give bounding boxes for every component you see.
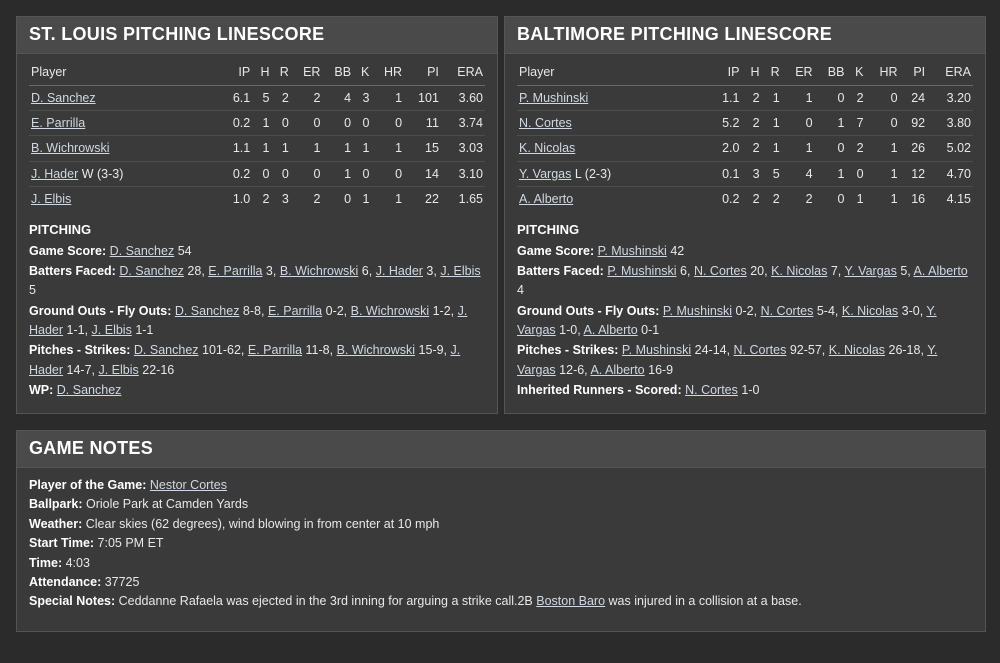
cell-pi: 24 [900,86,928,111]
detail-label: Pitches - Strikes: [29,343,134,358]
cell-bb: 1 [322,136,353,161]
player-link[interactable]: B. Wichrowski [350,303,430,318]
cell-er: 0 [291,111,323,136]
detail-value: 42 [666,243,685,258]
cell-h: 2 [741,111,761,136]
detail-value: 4:03 [65,555,90,570]
cell-player [29,136,221,161]
detail-value: 3, [422,263,441,278]
player-link[interactable]: N. Cortes [733,343,787,358]
cell-pi: 101 [404,86,441,111]
cell-h: 1 [252,111,271,136]
cell-hr: 1 [371,136,404,161]
detail-line [29,381,485,400]
player-link[interactable]: B. Wichrowski [336,343,416,358]
cell-bb: 1 [815,161,847,186]
cell-era: 3.80 [927,111,973,136]
bal-panel-title: BALTIMORE PITCHING LINESCORE [505,17,985,54]
col-ip: IP [221,60,253,86]
table-row [517,161,973,186]
cell-r: 5 [762,161,782,186]
detail-label: Player of the Game: [29,478,150,492]
cell-er: 2 [313,191,321,206]
detail-line [29,495,973,514]
detail-label: Batters Faced: [517,263,608,278]
detail-line [29,242,485,261]
col-r: R [762,60,782,86]
cell-er: 4 [782,161,815,186]
stl-pitching-title: PITCHING [29,221,92,237]
player-link[interactable]: A. Alberto [519,191,574,206]
cell-h: 2 [752,191,760,206]
detail-label: Game Score: [29,243,110,258]
cell-r: 3 [281,191,289,206]
cell-ip: 5.2 [709,111,742,136]
cell-hr: 0 [371,111,404,136]
cell-ip: 6.1 [221,86,253,111]
detail-value: 1-1 [131,323,154,338]
cell-r: 1 [272,136,291,161]
player-link[interactable]: J. Elbis [91,323,132,338]
player-link[interactable]: D. Sanchez [119,263,184,278]
cell-pi: 92 [900,111,928,136]
col-h: H [252,60,271,86]
col-era: ERA [927,60,973,86]
table-row [29,111,485,136]
player-link[interactable]: J. Hader [375,263,423,278]
player-link[interactable]: P. Mushinski [597,243,667,258]
table-header-row [29,60,485,86]
player-link[interactable]: P. Mushinski [607,263,677,278]
cell-h: 2 [741,86,761,111]
detail-value: 24-14, [691,343,734,358]
cell-r: 0 [272,111,291,136]
detail-value: 37725 [104,574,140,589]
player-link[interactable]: K. Nicolas [841,303,899,318]
player-link[interactable]: Boston Baro [536,594,606,609]
player-link[interactable]: K. Nicolas [771,263,828,278]
cell-pi: 14 [404,161,441,186]
detail-value: 20, [746,263,772,278]
cell-k: 3 [353,86,371,111]
col-k: K [846,60,865,86]
player-link[interactable]: P. Mushinski [662,303,733,318]
cell-player [517,161,709,186]
detail-line [29,592,973,611]
detail-value: 6, [676,263,694,278]
cell-h: 2 [262,191,270,206]
detail-value: Oriole Park at Camden Yards [85,497,249,512]
cell-h: 5 [252,86,271,111]
cell-k: 7 [846,111,865,136]
table-row [29,86,485,111]
cell-k: 2 [846,136,865,161]
bal-pitching-details [517,242,973,401]
detail-label: Attendance: [29,574,105,589]
col-r: R [272,60,291,86]
detail-label: Weather: [29,516,86,531]
col-era: ERA [441,60,485,86]
cell-er: 0 [782,111,815,136]
cell-era: 3.74 [441,111,485,136]
cell-ip: 1.0 [232,191,251,206]
table-row [29,161,485,186]
col-er: ER [782,60,815,86]
player-link[interactable]: Y. Vargas [844,263,897,278]
cell-bb: 0 [837,191,845,206]
bal-table-body [517,86,973,211]
game-notes-panel [16,430,986,632]
detail-value: 5, [896,263,914,278]
detail-label: Batters Faced: [29,263,120,278]
cell-pi: 11 [404,111,441,136]
player-link[interactable]: K. Nicolas [828,343,886,358]
cell-ip: 1.1 [221,136,253,161]
table-row [29,136,485,161]
player-link[interactable]: A. Alberto [590,362,645,377]
cell-ip: 0.2 [221,111,253,136]
cell-k: 0 [353,161,371,186]
player-link[interactable]: D. Sanchez [109,243,175,258]
cell-bb: 0 [815,86,847,111]
detail-value: 14-7, [63,362,99,377]
col-hr: HR [371,60,404,86]
col-hr: HR [866,60,900,86]
player-link[interactable]: N. Cortes [760,303,814,318]
cell-player [517,86,709,111]
player-link[interactable]: J. Hader [29,303,468,338]
detail-value: 4 [517,283,524,298]
cell-player [517,111,709,136]
table-row [517,86,973,111]
detail-value: 1-1, [63,323,92,338]
cell-player [29,111,221,136]
cell-ip: 0.2 [221,161,253,186]
table-row [517,186,973,211]
cell-bb: 1 [322,161,353,186]
detail-value: 5-4, [813,303,842,318]
player-link[interactable]: D. Sanchez [56,383,122,398]
detail-line [517,262,973,301]
cell-h: 2 [741,136,761,161]
stl-panel-body [17,54,497,412]
detail-value: 8-8, [239,303,268,318]
cell-player [29,161,221,186]
cell-h: 3 [741,161,761,186]
cell-ip: 0.2 [722,191,740,206]
pitcher-decision: W (3-3) [78,166,124,181]
detail-line [29,302,485,341]
detail-line [29,554,973,573]
player-link[interactable]: D. Sanchez [133,343,199,358]
detail-value: 54 [174,243,192,258]
player-link[interactable]: N. Cortes [519,116,572,131]
cell-bb: 0 [322,111,353,136]
detail-value: 7:05 PM ET [97,536,164,551]
cell-er: 2 [291,86,323,111]
player-link[interactable]: E. Parrilla [267,303,323,318]
cell-pi: 26 [900,136,928,161]
detail-value: 28, [183,263,209,278]
detail-label: Ballpark: [29,497,86,512]
cell-hr: 0 [866,111,900,136]
cell-pi: 15 [404,136,441,161]
cell-bb: 0 [815,136,847,161]
bal-pitching-title: PITCHING [517,221,580,237]
detail-label: Inherited Runners - Scored: [517,383,686,398]
detail-label: Special Notes: [29,594,119,609]
cell-er: 2 [805,191,813,206]
cell-era: 5.02 [927,136,973,161]
detail-value: 1-0 [737,383,760,398]
player-link[interactable]: A. Alberto [583,323,638,338]
cell-hr: 1 [866,136,900,161]
player-link[interactable]: P. Mushinski [621,343,692,358]
detail-label: Game Score: [517,243,598,258]
col-pi: PI [404,60,441,86]
cell-era: 3.20 [927,86,973,111]
detail-value: 101-62, [198,343,248,358]
detail-line [517,242,973,261]
bal-pitching-panel [504,16,986,414]
player-link[interactable]: J. Hader [29,343,461,377]
bal-linescore-table [517,60,973,211]
detail-value: 0-1 [637,323,660,338]
detail-value: 3-0, [898,303,927,318]
cell-k: 2 [846,86,865,111]
cell-ip: 0.1 [709,161,742,186]
cell-player [29,86,221,111]
detail-value: 22-16 [138,362,175,377]
cell-k: 0 [846,161,865,186]
detail-line [29,534,973,553]
cell-bb: 4 [322,86,353,111]
col-player: Player [517,60,709,86]
player-link[interactable]: N. Cortes [693,263,747,278]
cell-hr: 0 [371,161,404,186]
detail-value: Clear skies (62 degrees), wind blowing in from center at 10 mph [85,516,440,531]
col-h: H [741,60,761,86]
detail-value: 92-57, [786,343,829,358]
detail-value: 0-2, [322,303,351,318]
cell-era: 4.70 [927,161,973,186]
player-link[interactable]: Nestor Cortes [149,478,227,492]
detail-line [29,476,973,495]
stl-linescore-table [29,60,485,211]
cell-h: 1 [252,136,271,161]
table-row [517,136,973,161]
detail-label: Ground Outs - Fly Outs: [517,303,663,318]
player-link[interactable]: J. Elbis [98,362,139,377]
player-link[interactable]: P. Mushinski [519,91,589,106]
cell-hr: 0 [866,86,900,111]
detail-value: 0-2, [732,303,761,318]
col-player: Player [29,60,221,86]
player-link[interactable]: J. Elbis [440,263,481,278]
cell-r: 0 [272,161,291,186]
cell-player [517,186,709,211]
player-link[interactable]: B. Wichrowski [279,263,359,278]
cell-h: 0 [252,161,271,186]
detail-line [29,341,485,380]
stl-pitching-details [29,242,485,401]
detail-line [29,515,973,534]
player-link[interactable]: A. Alberto [913,263,968,278]
detail-label: Ground Outs - Fly Outs: [29,303,175,318]
detail-value: 6, [358,263,376,278]
detail-value: 16-9 [644,362,674,377]
cell-r: 1 [762,86,782,111]
detail-label: Time: [29,555,66,570]
table-header-row [517,60,973,86]
detail-line [29,262,485,301]
col-pi: PI [900,60,928,86]
detail-label: Start Time: [29,536,98,551]
cell-er: 1 [782,86,815,111]
stl-table-body [29,86,485,211]
player-link[interactable]: B. Wichrowski [31,141,110,156]
detail-value: was injured in a collision at a base. [605,594,802,609]
cell-player [517,136,709,161]
cell-pi: 16 [911,191,926,206]
col-bb: BB [322,60,353,86]
player-link[interactable]: J. Hader [31,166,79,181]
stl-pitching-panel [16,16,498,414]
player-link[interactable]: D. Sanchez [174,303,240,318]
detail-value: 26-18, [885,343,928,358]
player-link[interactable]: N. Cortes [685,383,738,398]
detail-line [517,302,973,341]
player-link[interactable]: J. Elbis [31,191,72,206]
player-link[interactable]: E. Parrilla [247,343,303,358]
cell-era: 3.10 [441,161,485,186]
player-link[interactable]: D. Sanchez [31,91,96,106]
detail-line [517,381,973,400]
cell-era: 1.65 [458,191,483,206]
cell-ip: 1.1 [709,86,742,111]
game-notes-title: GAME NOTES [17,431,985,468]
detail-value: 12-6, [555,362,591,377]
cell-r: 1 [762,136,782,161]
game-notes-body [17,468,985,624]
cell-er: 1 [291,136,323,161]
detail-label: WP: [29,383,57,398]
detail-label: Pitches - Strikes: [517,343,622,358]
col-er: ER [291,60,323,86]
stl-panel-title: ST. LOUIS PITCHING LINESCORE [17,17,497,54]
detail-value: 11-8, [302,343,337,358]
cell-era: 3.03 [441,136,485,161]
detail-value: 1-2, [429,303,458,318]
cell-hr: 1 [395,191,403,206]
cell-hr: 1 [890,191,898,206]
cell-era: 3.60 [441,86,485,111]
cell-k: 1 [362,191,370,206]
player-link[interactable]: Y. Vargas [517,343,938,377]
player-link[interactable]: Y. Vargas [517,303,937,338]
cell-k: 0 [353,111,371,136]
detail-value: 15-9, [415,343,451,358]
cell-ip: 2.0 [709,136,742,161]
cell-pi: 12 [900,161,928,186]
detail-value: 1-0, [555,323,584,338]
col-ip: IP [709,60,742,86]
detail-value: Ceddanne Rafaela was ejected in the 3rd inning for arguing a strike call.2B [118,594,537,609]
table-row [517,111,973,136]
cell-bb: 0 [344,191,352,206]
detail-value: 7, [827,263,845,278]
cell-er: 1 [782,136,815,161]
cell-hr: 1 [371,86,404,111]
player-link[interactable]: K. Nicolas [519,141,576,156]
pitcher-decision: L (2-3) [571,166,612,181]
detail-line [517,341,973,380]
cell-r: 2 [272,86,291,111]
cell-r: 1 [762,111,782,136]
col-k: K [353,60,371,86]
player-link[interactable]: Y. Vargas [519,166,572,181]
player-link[interactable]: E. Parrilla [31,116,86,131]
cell-bb: 1 [815,111,847,136]
detail-line [29,573,973,592]
cell-player [29,186,221,211]
cell-k: 1 [856,191,864,206]
cell-er: 0 [291,161,323,186]
cell-k: 1 [353,136,371,161]
table-row [29,186,485,211]
bal-panel-body [505,54,985,412]
player-link[interactable]: E. Parrilla [208,263,263,278]
cell-era: 4.15 [946,191,971,206]
cell-r: 2 [772,191,780,206]
detail-value: 5 [29,283,36,298]
detail-value: 3, [262,263,280,278]
col-bb: BB [815,60,847,86]
cell-hr: 1 [866,161,900,186]
cell-pi: 22 [425,191,439,206]
